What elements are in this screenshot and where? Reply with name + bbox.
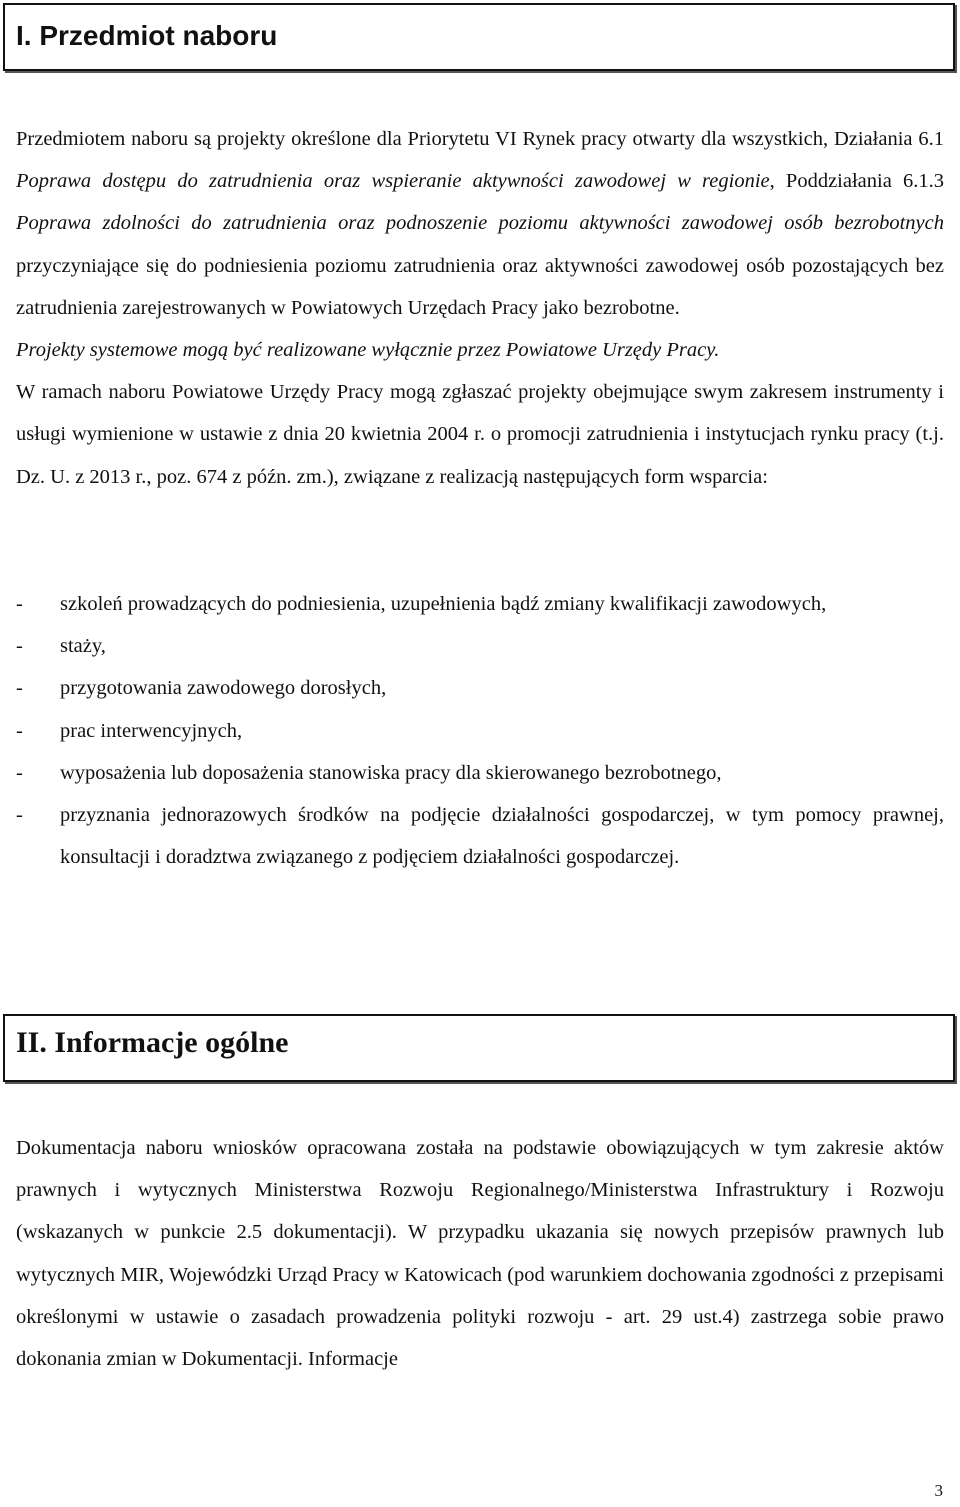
list-item bbox=[16, 794, 944, 878]
paragraph bbox=[16, 329, 944, 371]
list-item-text: przyznania jednorazowych środków na podjęcie działalności gospodarczej, w tym pomocy prawnej, konsultacji i doradztwa związanego z podjęciem działalności gospodarczej. bbox=[60, 804, 944, 869]
section-heading-box bbox=[3, 3, 955, 71]
support-forms-list bbox=[16, 583, 944, 878]
page-number: 3 bbox=[934, 1481, 943, 1500]
text-span: , Poddziałania 6.1.3 bbox=[769, 170, 944, 193]
list-dash: - bbox=[16, 677, 23, 700]
section-body bbox=[16, 118, 944, 498]
list-item bbox=[16, 752, 944, 794]
paragraph: W ramach naboru Powiatowe Urzędy Pracy mogą zgłaszać projekty obejmujące swym zakresem instrumenty i usługi wymienione w ustawie z dnia 20 kwietnia 2004 r. o promocji zatrudnienia i instytucjach rynku pracy (t.j. Dz. U. z 2013 r., poz. 674 z późn. zm.), związane z realizacją następujących form wsparcia: bbox=[16, 381, 944, 488]
italic-text: Poprawa zdolności do zatrudnienia oraz podnoszenie poziomu aktywności zawodowej osób bezrobotnych bbox=[16, 212, 944, 235]
paragraph: Dokumentacja naboru wniosków opracowana została na podstawie obowiązujących w tym zakresie aktów prawnych i wytycznych Ministerstwa Rozwoju Regionalnego/Ministerstwa Infrastruktury i Rozwoju (wskazanych w punkcie 2.5 dokumentacji). W przypadku ukazania się nowych przepisów prawnych lub wytycznych MIR, Wojewódzki Urząd Pracy w Katowicach (pod warunkiem dochowania zgodności z przepisami określonymi w ustawie o zasadach prowadzenia polityki rozwoju - art. 29 ust.4) zastrzega sobie prawo dokonania zmian w Dokumentacji. Informacje bbox=[16, 1137, 944, 1371]
list-item bbox=[16, 625, 944, 667]
section-heading-box bbox=[3, 1014, 955, 1082]
list-dash: - bbox=[16, 761, 23, 784]
list-item-text: szkoleń prowadzących do podniesienia, uzupełnienia bądź zmiany kwalifikacji zawodowych, bbox=[60, 593, 827, 615]
text-span: Przedmiotem naboru są projekty określone dla Priorytetu VI Rynek pracy otwarty dla wszystkich, Działania 6.1 bbox=[16, 128, 944, 150]
list-dash: - bbox=[16, 804, 23, 827]
list-item-text: staży, bbox=[60, 635, 106, 658]
italic-text: Poprawa dostępu do zatrudnienia oraz wspieranie aktywności zawodowej w regionie bbox=[16, 170, 770, 193]
list-item bbox=[16, 710, 944, 752]
list-item-text: przygotowania zawodowego dorosłych, bbox=[60, 677, 387, 700]
italic-text: Projekty systemowe mogą być realizowane wyłącznie przez Powiatowe Urzędy Pracy. bbox=[16, 339, 720, 362]
section-title: I. Przedmiot naboru bbox=[16, 20, 278, 51]
paragraph bbox=[16, 118, 944, 329]
list-item-text: prac interwencyjnych, bbox=[60, 719, 243, 742]
list-dash: - bbox=[16, 593, 23, 615]
text-span: przyczyniające się do podniesienia poziomu zatrudnienia oraz aktywności zawodowej osób pozostających bez zatrudnienia zarejestrowanych w Powiatowych Urzędach Pracy jako bezrobotne. bbox=[16, 254, 944, 319]
list-item-text: wyposażenia lub doposażenia stanowiska pracy dla skierowanego bezrobotnego, bbox=[60, 761, 722, 784]
list-item bbox=[16, 583, 944, 625]
list-dash: - bbox=[16, 719, 23, 742]
section-title: II. Informacje ogólne bbox=[16, 1026, 289, 1059]
section-body bbox=[16, 1127, 944, 1380]
list-dash: - bbox=[16, 635, 23, 658]
list-item bbox=[16, 667, 944, 709]
